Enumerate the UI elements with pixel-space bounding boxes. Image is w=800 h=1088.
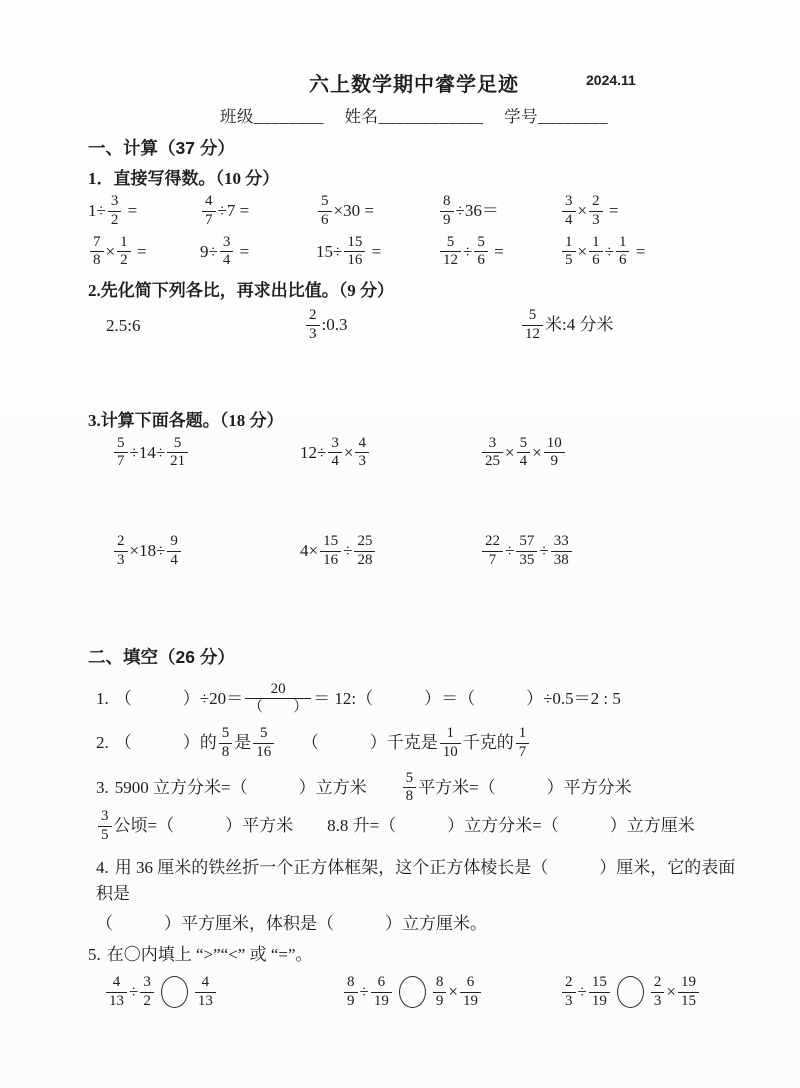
item-number: 4. xyxy=(96,857,109,877)
fraction: $\frac{20}{( )}$ xyxy=(245,682,311,717)
fill-item-3-line2 xyxy=(88,810,740,845)
math-expression: $\frac{5}{12}$ ÷ $\frac{5}{6}$ = xyxy=(438,236,560,271)
math-expression: $\frac{3}{25}$ × $\frac{5}{4}$ × $\frac{10}{9}$ xyxy=(480,437,740,472)
fraction: $\frac{3}{2}$ xyxy=(108,194,122,229)
item-number: 2. xyxy=(96,733,109,753)
fraction: $\frac{4}{13}$ xyxy=(106,975,127,1010)
math-expression: 4× $\frac{15}{16}$ ÷ $\frac{25}{28}$ xyxy=(300,535,480,570)
section1-heading: 一、计算（37 分） xyxy=(88,138,235,158)
student-id-field: 学号________ xyxy=(504,107,609,126)
item-text: 用 36 厘米的铁丝折一个正方体框架，这个正方体棱长是（ ）厘米，它的表面积是 xyxy=(96,857,736,903)
fraction: $\frac{1}{6}$ xyxy=(589,235,603,270)
math-expression: （ ）的 $\frac{5}{8}$ 是 $\frac{5}{16}$ （ ）千克是 $\frac{1}{10}$ 千克的 $\frac{1}{7}$ xyxy=(115,733,532,752)
fraction: $\frac{10}{9}$ xyxy=(544,436,565,471)
math-expression: $\frac{4}{7}$ ÷7 = xyxy=(200,195,316,230)
fill-item-2 xyxy=(88,727,740,762)
fill-item-3-line1 xyxy=(88,769,740,807)
fraction: $\frac{5}{21}$ xyxy=(167,436,188,471)
calc-row-2 xyxy=(88,535,740,570)
fraction: $\frac{5}{12}$ xyxy=(440,235,461,270)
fraction: $\frac{9}{4}$ xyxy=(167,534,181,569)
fraction: $\frac{3}{4}$ xyxy=(562,194,576,229)
fraction: $\frac{1}{5}$ xyxy=(562,235,576,270)
calc-row-1 xyxy=(88,434,740,472)
fraction: $\frac{3}{5}$ xyxy=(98,809,112,844)
class-field: 班级________ xyxy=(219,107,324,126)
math-expression: 9÷ $\frac{3}{4}$ = xyxy=(200,233,250,269)
fraction: $\frac{2}{3}$ xyxy=(651,975,665,1010)
fraction: $\frac{2}{3}$ xyxy=(589,194,603,229)
fill-item-4-line1 xyxy=(88,855,740,908)
student-info-line xyxy=(88,103,740,127)
fraction: $\frac{3}{2}$ xyxy=(140,975,154,1010)
math-expression: $\frac{3}{4}$ × $\frac{2}{3}$ = xyxy=(560,195,648,230)
math-expression: $\frac{3}{5}$ 公顷=（ ）平方米 8.8 升=（ ）立方分米=（ ）立方厘米 xyxy=(96,816,695,835)
math-expression: $\frac{7}{8}$ × $\frac{1}{2}$ = xyxy=(88,236,200,271)
item-number: 5. xyxy=(88,944,101,964)
fraction: $\frac{2}{3}$ xyxy=(114,534,128,569)
math-expression: $\frac{5}{6}$ ×30 = xyxy=(316,195,438,230)
fraction: $\frac{6}{19}$ xyxy=(460,975,481,1010)
fraction: $\frac{5}{8}$ xyxy=(403,771,417,806)
direct-calc-row-2 xyxy=(88,233,648,271)
math-expression: $\frac{1}{5}$ × $\frac{1}{6}$ ÷ $\frac{1}{6}$ = xyxy=(560,236,648,271)
name-field: 姓名____________ xyxy=(344,107,484,126)
fraction: $\frac{8}{9}$ xyxy=(440,194,454,229)
math-expression: $\frac{5}{12}$ 米:4 分米 xyxy=(520,309,740,344)
math-expression: 12÷ $\frac{3}{4}$ × $\frac{4}{3}$ xyxy=(300,437,480,472)
fraction: $\frac{4}{7}$ xyxy=(202,194,216,229)
fraction: $\frac{2}{3}$ xyxy=(562,975,576,1010)
comparison-circle xyxy=(399,976,426,1008)
math-expression: $\frac{2}{3}$ :0.3 xyxy=(304,309,520,344)
item-text: （ ）平方厘米，体积是（ ）立方厘米。 xyxy=(96,914,487,934)
fraction: $\frac{4}{13}$ xyxy=(195,975,216,1010)
fraction: $\frac{3}{4}$ xyxy=(220,235,234,270)
fraction: $\frac{3}{25}$ xyxy=(482,436,503,471)
math-expression: 1÷ $\frac{3}{2}$ = xyxy=(88,193,138,228)
comparison-circle xyxy=(617,976,644,1008)
direct-calc-row-1 xyxy=(88,195,648,230)
fraction: $\frac{1}{2}$ xyxy=(117,235,131,270)
fraction: $\frac{15}{16}$ xyxy=(344,235,365,270)
fraction: $\frac{7}{8}$ xyxy=(90,235,104,270)
fraction: $\frac{19}{15}$ xyxy=(678,975,699,1010)
fraction: $\frac{33}{38}$ xyxy=(551,534,572,569)
direct-calc-heading: 1．直接写得数。（10 分） xyxy=(88,169,280,188)
fraction: $\frac{25}{28}$ xyxy=(354,534,375,569)
exam-date: 2024.11 xyxy=(586,72,636,88)
math-expression: $\frac{2}{3}$ ×18÷ $\frac{9}{4}$ xyxy=(112,535,300,570)
math-expression: 15÷ $\frac{15}{16}$ = xyxy=(316,233,382,269)
math-expression: $\frac{22}{7}$ ÷ $\frac{57}{35}$ ÷ $\frac{33}{38}$ xyxy=(480,535,740,570)
comparison-expression: $\frac{4}{13}$ ÷ $\frac{3}{2}$ $\frac{4}{13}$ xyxy=(104,976,342,1011)
fraction: $\frac{5}{16}$ xyxy=(253,726,274,761)
item-number: 3. xyxy=(96,777,109,797)
header xyxy=(88,68,740,98)
fraction: $\frac{15}{16}$ xyxy=(320,534,341,569)
comparison-row xyxy=(88,973,740,1011)
fill-item-1 xyxy=(88,680,740,718)
fraction: $\frac{8}{9}$ xyxy=(344,975,358,1010)
item-text: 在〇内填上 “>”“<” 或 “=”。 xyxy=(106,944,313,964)
calc-heading: 3.计算下面各题。（18 分） xyxy=(88,410,284,430)
ratio-heading: 2.先化简下列各比，再求出比值。（9 分） xyxy=(88,281,394,300)
fraction: $\frac{4}{3}$ xyxy=(355,436,369,471)
comparison-expression: $\frac{8}{9}$ ÷ $\frac{6}{19}$ $\frac{8}{9}$ × $\frac{6}{19}$ xyxy=(342,976,560,1011)
fraction: $\frac{3}{4}$ xyxy=(328,436,342,471)
fraction: $\frac{5}{4}$ xyxy=(517,436,531,471)
fraction: $\frac{22}{7}$ xyxy=(482,534,503,569)
math-expression: 5900 立方分米=（ ）立方米 $\frac{5}{8}$ 平方米=（ ）平方分米 xyxy=(114,769,632,805)
fraction: $\frac{5}{8}$ xyxy=(219,726,233,761)
fraction: $\frac{1}{10}$ xyxy=(440,726,461,761)
fraction: $\frac{1}{6}$ xyxy=(616,235,630,270)
fraction: $\frac{15}{19}$ xyxy=(589,975,610,1010)
fraction: $\frac{5}{7}$ xyxy=(114,436,128,471)
item-number: 1. xyxy=(96,688,109,708)
fill-item-5-heading xyxy=(88,942,740,968)
fraction: $\frac{1}{7}$ xyxy=(516,726,530,761)
math-expression: 2.5:6 xyxy=(106,316,141,336)
math-expression: （ ）÷20＝ $\frac{20}{( )}$ ＝ 12:（ ）＝（ ）÷0.5＝2 : 5 xyxy=(114,680,621,716)
fraction: $\frac{8}{9}$ xyxy=(433,975,447,1010)
comparison-expression: $\frac{2}{3}$ ÷ $\frac{15}{19}$ $\frac{2}{3}$ × $\frac{19}{15}$ xyxy=(560,976,740,1011)
comparison-circle xyxy=(161,976,188,1008)
ratio-row xyxy=(88,309,740,344)
math-expression: $\frac{8}{9}$ ÷36＝ xyxy=(438,195,560,230)
fraction: $\frac{5}{6}$ xyxy=(318,194,332,229)
section2-heading: 二、填空（26 分） xyxy=(88,646,235,667)
math-expression: $\frac{5}{7}$ ÷14÷ $\frac{5}{21}$ xyxy=(112,437,300,472)
fraction: $\frac{57}{35}$ xyxy=(516,534,537,569)
fraction: $\frac{2}{3}$ xyxy=(306,308,320,343)
fraction: $\frac{5}{6}$ xyxy=(474,235,488,270)
fraction: $\frac{6}{19}$ xyxy=(371,975,392,1010)
fill-item-4-line2 xyxy=(88,911,740,937)
page-title: 六上数学期中睿学足迹 xyxy=(309,74,519,96)
fraction: $\frac{5}{12}$ xyxy=(522,308,543,343)
